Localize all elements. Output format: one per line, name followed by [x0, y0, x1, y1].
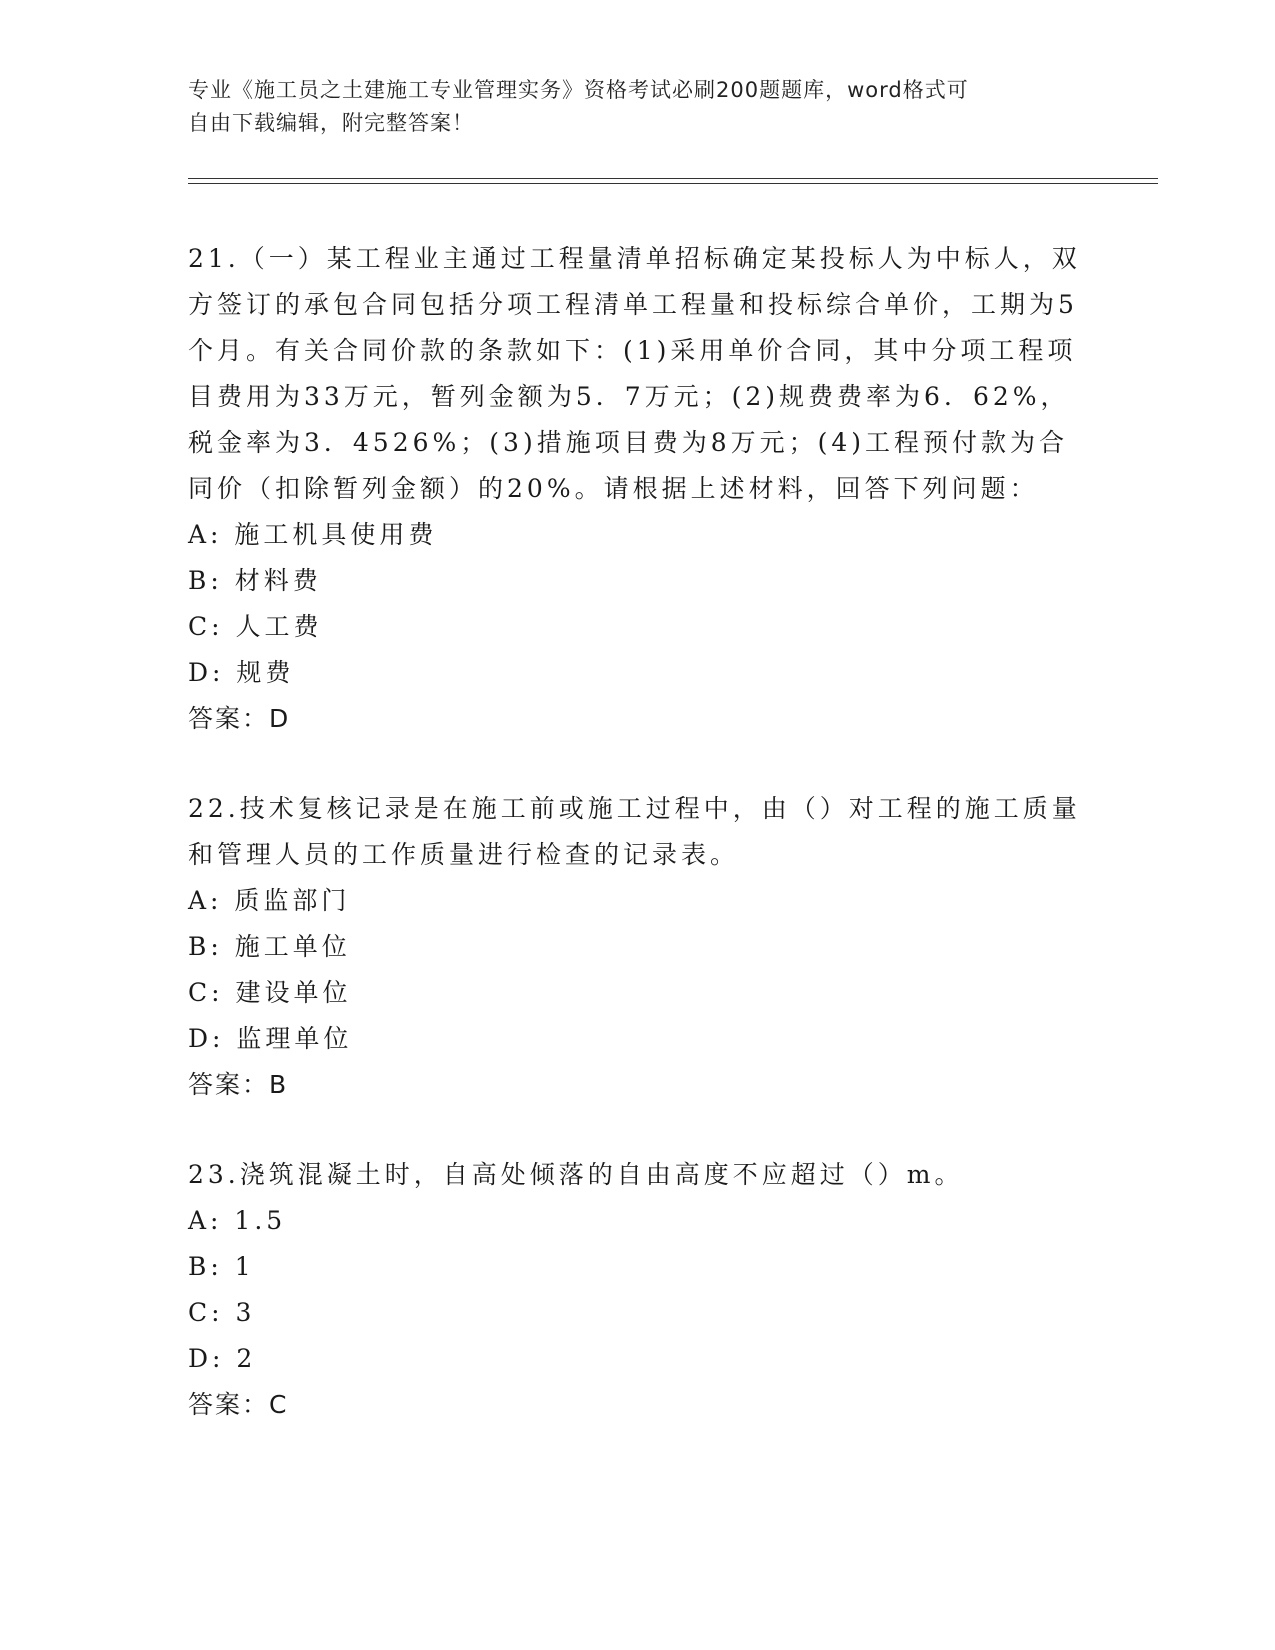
option-c: C: 人工费: [188, 612, 323, 641]
question-text: 23.浇筑混凝土时，自高处倾落的自由高度不应超过（）m。: [188, 1160, 964, 1189]
header-line-1: 专业《施工员之土建施工专业管理实务》资格考试必刷200题题库，word格式可: [188, 78, 969, 102]
option-d: D: 规费: [188, 658, 295, 687]
option-b: B: 1: [188, 1252, 255, 1281]
question-21: [188, 236, 1088, 742]
option-b: B: 施工单位: [188, 932, 351, 961]
option-b: B: 材料费: [188, 566, 322, 595]
option-a: A: 质监部门: [188, 886, 351, 915]
option-c: C: 3: [188, 1298, 256, 1327]
question-22: [188, 786, 1088, 1108]
header-divider-bottom: [188, 183, 1158, 184]
question-text: 21.（一）某工程业主通过工程量清单招标确定某投标人为中标人，双方签订的承包合同包括分项工程清单工程量和投标综合单价，工期为5个月。有关合同价款的条款如下：(1)采用单价合同，其中分项工程项目费用为33万元，暂列金额为5．7万元；(2)规费费率为6．62%，税金率为3．4526%；(3)措施项目费为8万元；(4)工程预付款为合同价（扣除暂列金额）的20%。请根据上述材料，回答下列问题：: [188, 244, 1081, 503]
header-divider-top: [188, 178, 1158, 179]
option-a: A: 施工机具使用费: [188, 520, 438, 549]
header-line-2: 自由下载编辑，附完整答案！: [188, 111, 474, 135]
answer: 答案：C: [188, 1390, 289, 1419]
document-header: [188, 74, 1088, 140]
option-c: C: 建设单位: [188, 978, 352, 1007]
question-text: 22.技术复核记录是在施工前或施工过程中，由（）对工程的施工质量和管理人员的工作质量进行检查的记录表。: [188, 794, 1081, 869]
option-d: D: 2: [188, 1344, 257, 1373]
option-a: A: 1.5: [188, 1206, 287, 1235]
answer: 答案：D: [188, 704, 291, 733]
question-list: [188, 236, 1088, 1472]
answer: 答案：B: [188, 1070, 289, 1099]
question-23: [188, 1152, 1088, 1428]
option-d: D: 监理单位: [188, 1024, 353, 1053]
